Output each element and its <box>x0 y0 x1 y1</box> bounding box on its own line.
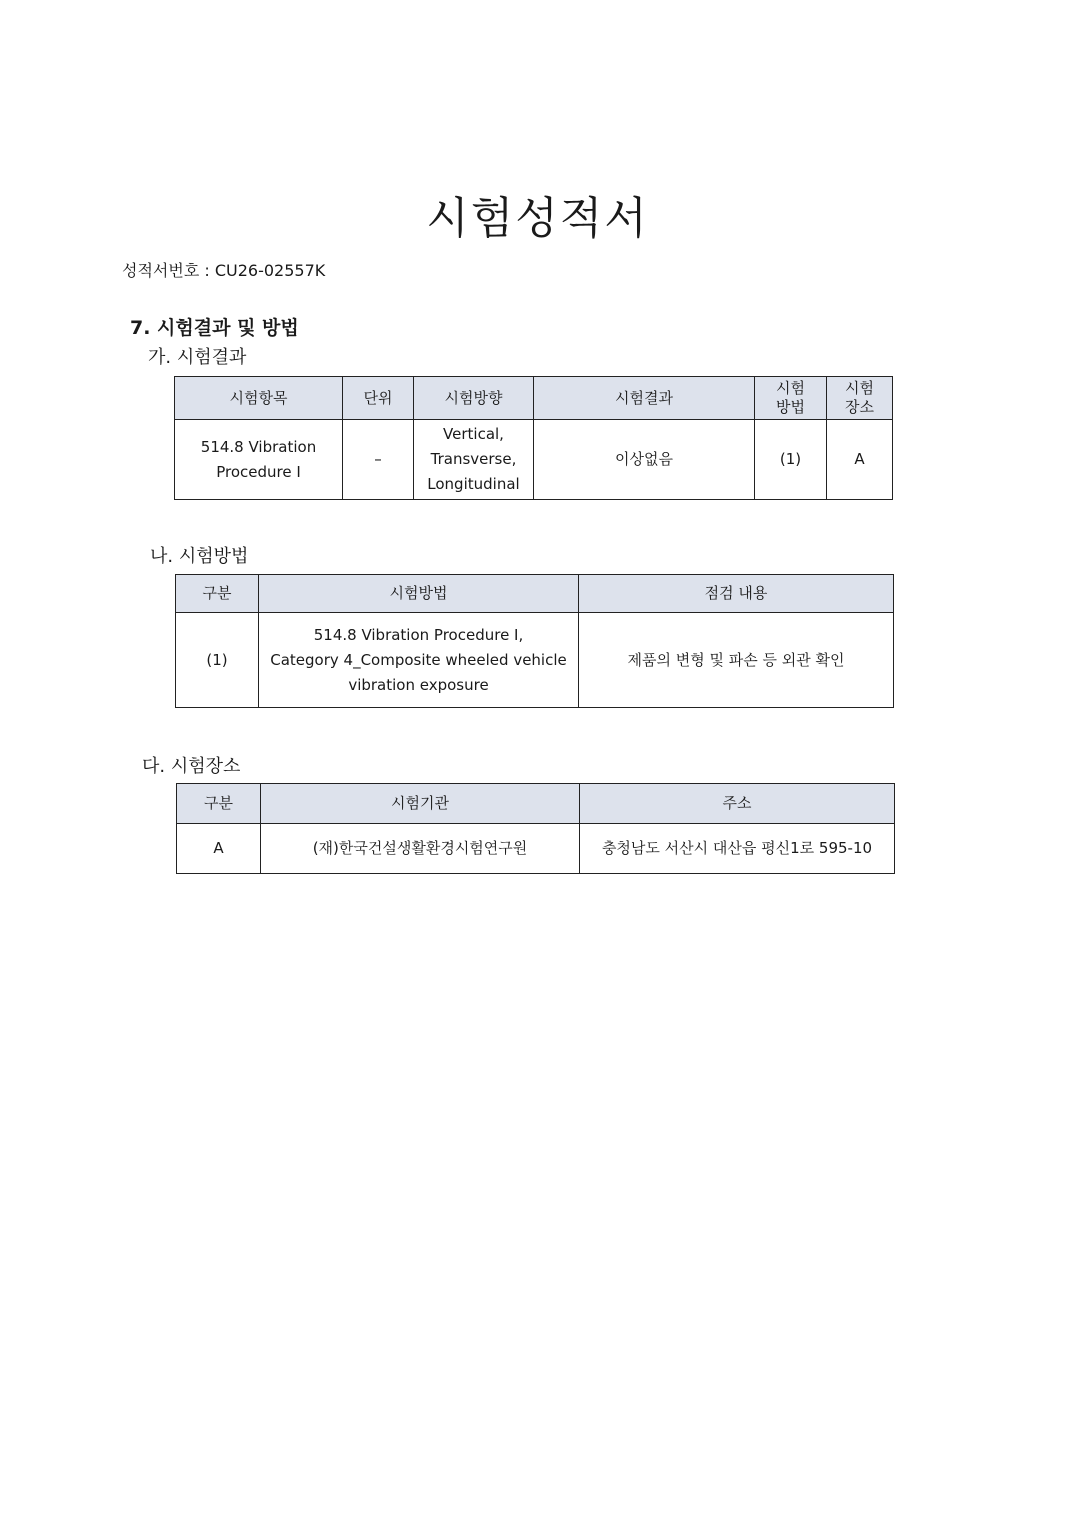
locations-heading: 다. 시험장소 <box>142 756 241 777</box>
cell-address: 충청남도 서산시 대산읍 평신1로 595-10 <box>580 824 895 874</box>
col-header-category: 구분 <box>177 784 261 824</box>
col-header-test-location: 시험 장소 <box>827 377 893 420</box>
col-header-address: 주소 <box>580 784 895 824</box>
table-row <box>177 824 895 874</box>
col-header-test-method: 시험 방법 <box>755 377 827 420</box>
col-header-category: 구분 <box>176 575 259 613</box>
cell-test-result: 이상없음 <box>534 420 755 500</box>
cell-inspection: 제품의 변형 및 파손 등 외관 확인 <box>579 613 894 708</box>
results-table <box>174 376 893 500</box>
cell-unit: – <box>343 420 414 500</box>
section-heading: 7. 시험결과 및 방법 <box>130 317 299 339</box>
cell-category: (1) <box>176 613 259 708</box>
col-header-test-result: 시험결과 <box>534 377 755 420</box>
methods-heading: 나. 시험방법 <box>150 546 249 567</box>
cell-test-method: (1) <box>755 420 827 500</box>
col-header-test-method: 시험방법 <box>259 575 579 613</box>
col-header-test-item: 시험항목 <box>175 377 343 420</box>
results-heading: 가. 시험결과 <box>148 347 247 368</box>
table-row <box>176 613 894 708</box>
cell-test-method: 514.8 Vibration Procedure Ⅰ, Category 4_Composite wheeled vehicle vibration exposure <box>259 613 579 708</box>
document-title: 시험성적서 <box>426 193 649 244</box>
cell-institution: (재)한국건설생활환경시험연구원 <box>261 824 580 874</box>
table-row <box>175 420 893 500</box>
cell-test-item: 514.8 Vibration Procedure Ⅰ <box>175 420 343 500</box>
report-number: 성적서번호 : CU26-02557K <box>122 261 326 280</box>
col-header-test-direction: 시험방향 <box>414 377 534 420</box>
cell-test-location: A <box>827 420 893 500</box>
col-header-institution: 시험기관 <box>261 784 580 824</box>
cell-test-direction: Vertical, Transverse, Longitudinal <box>414 420 534 500</box>
col-header-unit: 단위 <box>343 377 414 420</box>
cell-category: A <box>177 824 261 874</box>
col-header-inspection: 점검 내용 <box>579 575 894 613</box>
locations-table <box>176 783 895 874</box>
methods-table <box>175 574 894 708</box>
